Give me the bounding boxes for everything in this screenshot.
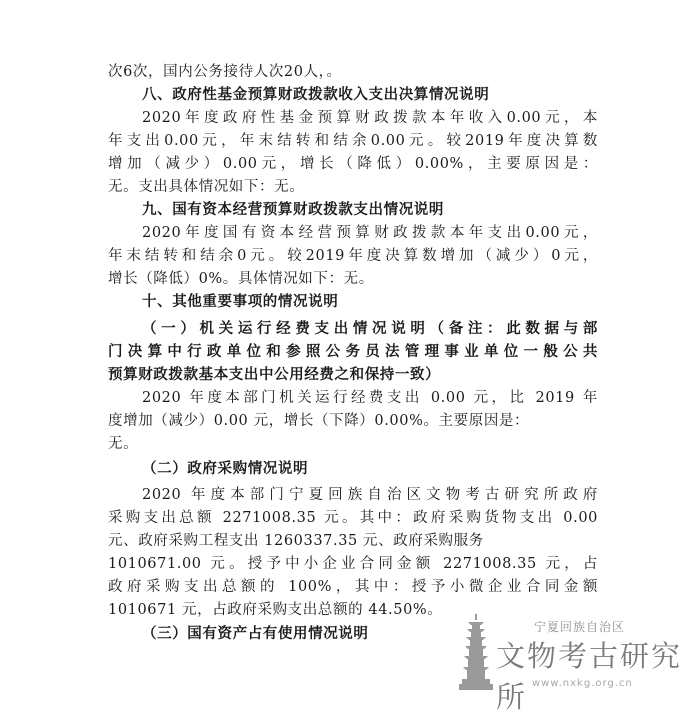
- section-heading-10: 十、其他重要事项的情况说明: [142, 293, 339, 310]
- body-line: 年末结转和结余0元。较2019年度决算数增加（减少）0元，: [108, 248, 598, 264]
- body-line: 2020 年度本部门机关运行经费支出 0.00 元，比 2019 年: [142, 390, 598, 406]
- body-line: 1010671.00 元。授予中小企业合同金额 2271008.35 元，占: [108, 556, 598, 572]
- body-line: 无。支出具体情况如下：无。: [108, 179, 305, 195]
- body-line: 2020年度政府性基金预算财政拨款本年收入0.00元，本: [142, 110, 598, 126]
- subsection-heading-1-cont: 门决算中行政单位和参照公务员法管理事业单位一般公共: [108, 343, 598, 360]
- subsection-heading-2: （二）政府采购情况说明: [142, 460, 309, 477]
- subsection-heading-1: （一）机关运行经费支出情况说明（备注：此数据与部: [142, 320, 598, 337]
- body-line: 采购支出总额 2271008.35 元。其中：政府采购货物支出 0.00: [108, 510, 598, 526]
- watermark-org-small: 宁夏回族自治区: [534, 620, 626, 634]
- section-heading-9: 九、国有资本经营预算财政拨款支出情况说明: [142, 201, 444, 218]
- body-line: 度增加（减少）0.00 元，增长（下降）0.00%。主要原因是：: [108, 413, 530, 429]
- body-line: 无。: [108, 436, 139, 452]
- body-line: 元、政府采购工程支出 1260337.35 元、政府采购服务: [108, 533, 484, 549]
- watermark-org-big: 文物考古研究所: [496, 639, 683, 714]
- body-line: 年支出0.00元，年末结转和结余0.00元。较2019年度决算数: [108, 133, 598, 149]
- body-line: 增长（降低）0%。具体情况如下：无。: [108, 271, 374, 287]
- body-line: 2020年度国有资本经营预算财政拨款本年支出0.00元，: [142, 225, 598, 241]
- pagoda-icon: [456, 614, 496, 692]
- body-line: 次6次，国内公务接待人次20人，。: [108, 64, 342, 80]
- section-heading-8: 八、政府性基金预算财政拨款收入支出决算情况说明: [142, 86, 490, 103]
- subsection-heading-1-cont: 预算财政拨款基本支出中公用经费之和保持一致）: [108, 366, 441, 383]
- body-line: 增加（减少）0.00元，增长（降低）0.00%，主要原因是：: [108, 156, 598, 172]
- subsection-heading-3: （三）国有资产占有使用情况说明: [142, 625, 369, 642]
- body-line: 2020 年度本部门宁夏回族自治区文物考古研究所政府: [142, 487, 598, 503]
- body-line: 1010671 元，占政府采购支出总额的 44.50%。: [108, 602, 443, 618]
- body-line: 政府采购支出总额的 100%，其中：授予小微企业合同金额: [108, 579, 598, 595]
- institute-watermark: [456, 612, 686, 714]
- watermark-url: www.nxkg.org.cn: [532, 678, 633, 689]
